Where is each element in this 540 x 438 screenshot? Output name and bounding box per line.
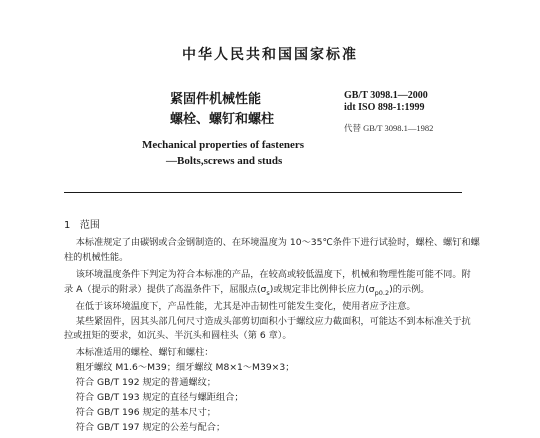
idt-code: idt ISO 898-1:1999 (344, 102, 425, 113)
title-chinese-line2: 螺栓、螺钉和螺柱 (170, 112, 275, 127)
section-heading (64, 216, 100, 231)
list-item: 粗牙螺纹 M1.6～M39；细牙螺纹 M8×1～M39×3； (75, 362, 295, 373)
section-title: 范围 (79, 220, 100, 231)
replaces-note: 代替 GB/T 3098.1—1982 (344, 123, 434, 133)
list-item: 符合 GB/T 192 规定的普通螺纹； (75, 377, 216, 388)
list-item: 符合 GB/T 193 规定的直径与螺距组合； (75, 392, 244, 403)
gb-code: GB/T 3098.1—2000 (344, 90, 428, 101)
paragraph-line: 某些紧固件，因其头部几何尺寸造成头部剪切面积小于螺纹应力截面积，可能达不到本标准关于抗 (75, 316, 471, 327)
title-english-line1: Mechanical properties of fasteners (142, 139, 305, 151)
standard-name: 中华人民共和国国家标准 (182, 47, 358, 63)
title-chinese-line1: 紧固件机械性能 (170, 92, 262, 107)
paragraph-line: 录 A（提示的附录）提供了高温条件下，屈服点$(\sigma_s)$或规定非比例伸长应力$(\sigma_{p0.2})$的示例。 (64, 284, 430, 297)
paragraph-line: 拉或扭矩的要求，如沉头、半沉头和圆柱头（第 6 章）。 (64, 330, 292, 341)
header-rule (64, 192, 462, 193)
paragraph-line: 在低于该环境温度下，产品性能，尤其是冲击韧性可能发生变化，使用者应予注意。 (75, 301, 416, 312)
paragraph-line: 本标准适用的螺栓、螺钉和螺柱： (75, 347, 214, 358)
title-english-line2: —Bolts,screws and studs (166, 155, 283, 167)
section-number: 1 (64, 220, 71, 231)
paragraph-line: 柱的机械性能。 (64, 252, 129, 263)
paragraph-line: 本标准规定了由碳钢或合金钢制造的、在环境温度为 10～35℃条件下进行试验时，螺栓、螺钉和螺 (75, 237, 480, 248)
list-item: 符合 GB/T 197 规定的公差与配合； (75, 422, 226, 433)
list-item: 符合 GB/T 196 规定的基本尺寸； (75, 407, 216, 418)
paragraph-line: 该环境温度条件下判定为符合本标准的产品，在较高或较低温度下，机械和物理性能可能不同。附 (75, 269, 471, 280)
